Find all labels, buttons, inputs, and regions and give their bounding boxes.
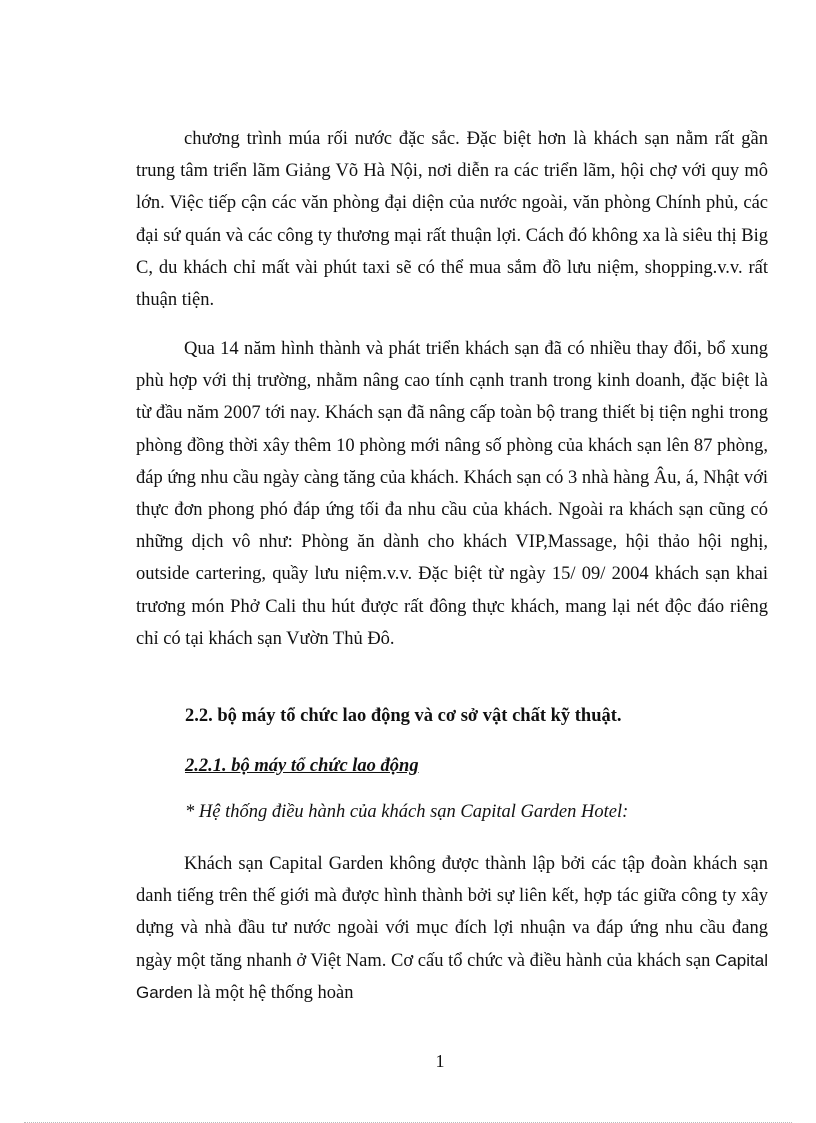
paragraph-3-hotel-name: Capital Garden [136, 950, 768, 1002]
section-heading: 2.2. bộ máy tổ chức lao động và cơ sở vật chất kỹ thuật. [185, 706, 622, 726]
subsection-heading: 2.2.1. bộ máy tổ chức lao động [185, 756, 419, 776]
paragraph-3-text-b: là một hệ thống hoàn [197, 982, 354, 1003]
paragraph-3 [136, 848, 768, 1009]
paragraph-3-text-a: Khách sạn Capital Garden không được thành lập bởi các tập đoàn khách sạn danh tiếng trên thế giới mà được hình thành bởi sự liên kết, hợp tác giữa công ty xây dựng và nhà đầu tư nước ngoài với mục đích lợi nhuận va đáp ứng nhu cầu đang ngày một tăng nhanh ở Việt Nam. Cơ cấu tổ chức và điều hành của khách sạn [136, 854, 768, 971]
paragraph-1 [136, 123, 768, 316]
paragraph-2-text: Qua 14 năm hình thành và phát triển khách sạn đã có nhiều thay đổi, bổ xung phù hợp với thị trường, nhằm nâng cao tính cạnh tranh trong kinh doanh, đặc biệt là từ đầu năm 2007 tới nay. Khách sạn đã nâng cấp toàn bộ trang thiết bị tiện nghi trong phòng đồng thời xây thêm 10 phòng mới nâng số phòng của khách sạn lên 87 phòng, đáp ứng nhu cầu ngày càng tăng của khách. Khách sạn có 3 nhà hàng Âu, á, Nhật với thực đơn phong phó đáp ứng tối đa nhu cầu của khách. Ngoài ra khách sạn cũng có những dịch vô như: Phòng ăn dành cho khách VIP,Massage, hội thảo hội nghị, outside cartering, quầy lưu niệm.v.v. Đặc biệt từ ngày 15/ 09/ 2004 khách sạn khai trương món Phở Cali thu hút được rất đông thực khách, mang lại nét độc đáo riêng chỉ có tại khách sạn Vườn Thủ Đô. [136, 339, 768, 649]
page-number: 1 [435, 1051, 445, 1071]
paragraph-1-text: chương trình múa rối nước đặc sắc. Đặc biệt hơn là khách sạn nằm rất gần trung tâm triển lãm Giảng Võ Hà Nội, nơi diễn ra các triển lãm, hội chợ với quy mô lớn. Việc tiếp cận các văn phòng đại diện của nước ngoài, văn phòng Chính phủ, các đại sứ quán và các công ty thương mại rất thuận lợi. Cách đó không xa là siêu thị Big C, du khách chỉ mất vài phút taxi sẽ có thể mua sắm đồ lưu niệm, shopping.v.v. rất thuận tiện. [136, 129, 768, 311]
paragraph-2 [136, 333, 768, 655]
italic-subtitle: * Hệ thống điều hành của khách sạn Capital Garden Hotel: [185, 802, 629, 822]
